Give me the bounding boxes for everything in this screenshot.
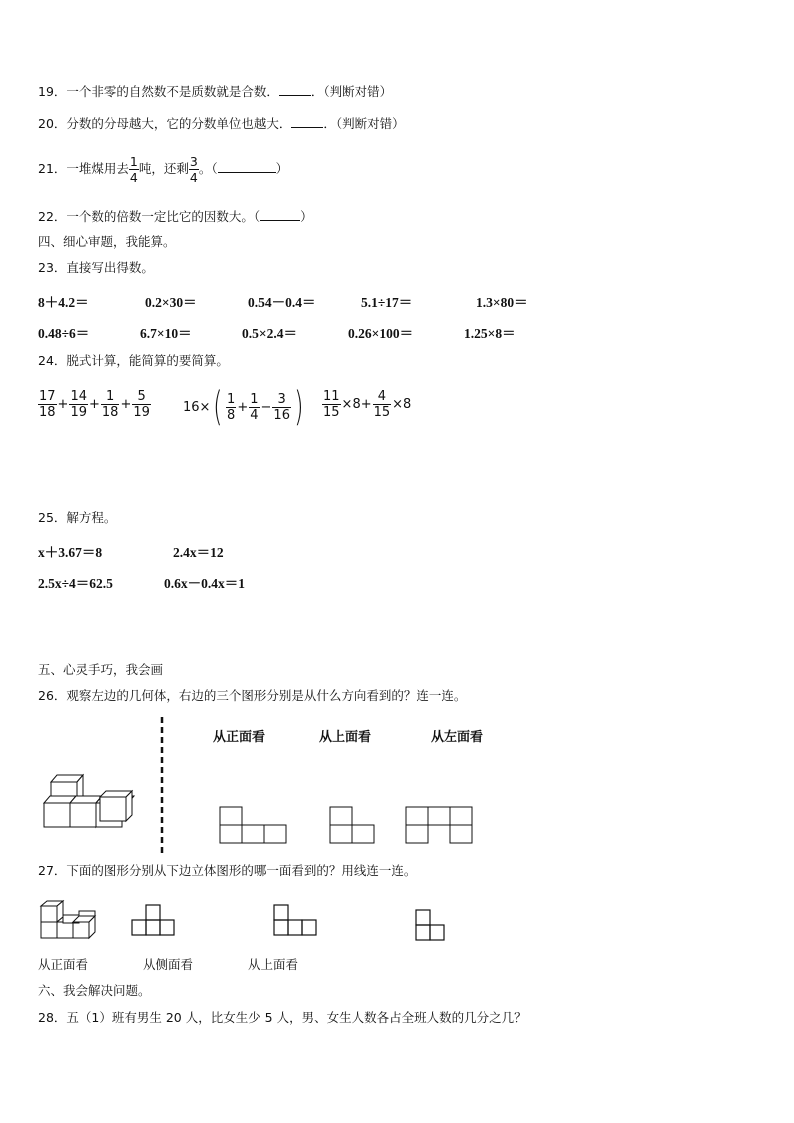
- left-paren: (: [213, 384, 223, 430]
- denominator: 18: [101, 405, 119, 420]
- numerator: 1: [101, 389, 120, 405]
- question-25-title: 25．解方程。: [38, 510, 117, 525]
- question-21-suffix: 。（: [198, 161, 218, 176]
- right-paren: ): [294, 384, 304, 430]
- q27-label-front: 从正面看: [38, 957, 89, 972]
- calc-item: 5.1÷17＝: [361, 295, 413, 310]
- operator: +: [89, 397, 100, 412]
- denominator: 16: [273, 407, 290, 423]
- question-22-text: 22．一个数的倍数一定比它的因数大。（: [38, 209, 261, 224]
- question-27-title: 27．下面的图形分别从下边立体图形的哪一面看到的？用线连一连。: [38, 863, 417, 878]
- numerator: 3: [189, 154, 198, 169]
- numerator: 1: [250, 391, 259, 407]
- calc-item: 0.5×2.4＝: [242, 326, 297, 341]
- section-4-heading: 四、细心审题，我能算。: [38, 234, 176, 249]
- equation: x＋3.67＝8: [38, 545, 103, 560]
- operator: +: [120, 397, 132, 412]
- question-20-text: 20．分数的分母越大，它的分数单位也越大．: [38, 116, 292, 131]
- numerator: 11: [323, 389, 340, 404]
- denominator: 15: [323, 405, 340, 420]
- question-21-prefix: 21．一堆煤用去: [38, 161, 129, 176]
- numerator: 4: [373, 389, 392, 405]
- section-5-heading: 五、心灵手巧，我会画: [38, 662, 164, 677]
- calc-item: 1.3×80＝: [476, 295, 528, 310]
- denominator: 19: [133, 405, 150, 420]
- denominator: 4: [250, 407, 259, 423]
- question-21-end: ）: [275, 161, 289, 176]
- operator: +: [57, 397, 69, 412]
- calc-item: 8＋4.2＝: [38, 295, 89, 310]
- view-label-top: 从上面看: [319, 730, 372, 745]
- section-6-heading: 六、我会解决问题。: [38, 983, 151, 998]
- calc-item: 6.7×10＝: [140, 326, 192, 341]
- question-21-mid: 吨，还剩: [138, 161, 189, 176]
- question-23-title: 23．直接写出得数。: [38, 260, 154, 275]
- expression-lead: 16×: [183, 399, 211, 415]
- denominator: 4: [129, 170, 138, 185]
- equation: 2.5x÷4＝62.5: [38, 576, 113, 591]
- equation: 2.4x＝12: [173, 545, 224, 560]
- operator: −: [260, 399, 272, 415]
- numerator: 17: [39, 389, 56, 404]
- question-24-title: 24．脱式计算，能简算的要简算。: [38, 353, 229, 368]
- question-26-title: 26．观察左边的几何体，右边的三个图形分别是从什么方向看到的？连一连。: [38, 688, 467, 703]
- calc-item: 0.48÷6＝: [38, 326, 90, 341]
- denominator: 8: [227, 407, 236, 423]
- q27-label-side: 从侧面看: [143, 957, 194, 972]
- calc-item: 0.26×100＝: [348, 326, 414, 341]
- equation: 0.6x－0.4x＝1: [164, 576, 245, 591]
- denominator: 19: [70, 405, 87, 420]
- operator: ×8+: [341, 397, 372, 412]
- numerator: 3: [272, 392, 291, 408]
- numerator: 14: [70, 389, 87, 404]
- question-20-suffix: ．（判断对错）: [323, 116, 405, 131]
- q27-label-top: 从上面看: [248, 957, 299, 972]
- numerator: 1: [129, 154, 138, 169]
- denominator: 4: [189, 170, 198, 185]
- question-19-suffix: ．（判断对错）: [310, 84, 393, 99]
- calc-item: 0.2×30＝: [145, 295, 197, 310]
- denominator: 15: [373, 405, 391, 420]
- question-22-end: ）: [300, 209, 313, 224]
- denominator: 18: [39, 405, 56, 420]
- numerator: 5: [132, 389, 151, 405]
- calc-item: 0.54－0.4＝: [248, 295, 316, 310]
- operator: ×8: [392, 397, 412, 412]
- question-28: 28．五（1）班有男生 20 人，比女生少 5 人，男、女生人数各占全班人数的几分之几？: [38, 1010, 527, 1025]
- operator: +: [237, 399, 249, 415]
- view-label-left: 从左面看: [431, 730, 484, 745]
- question-19-text: 19．一个非零的自然数不是质数就是合数．: [38, 84, 279, 99]
- calc-item: 1.25×8＝: [464, 326, 516, 341]
- numerator: 1: [227, 391, 236, 407]
- view-label-front: 从正面看: [213, 730, 266, 745]
